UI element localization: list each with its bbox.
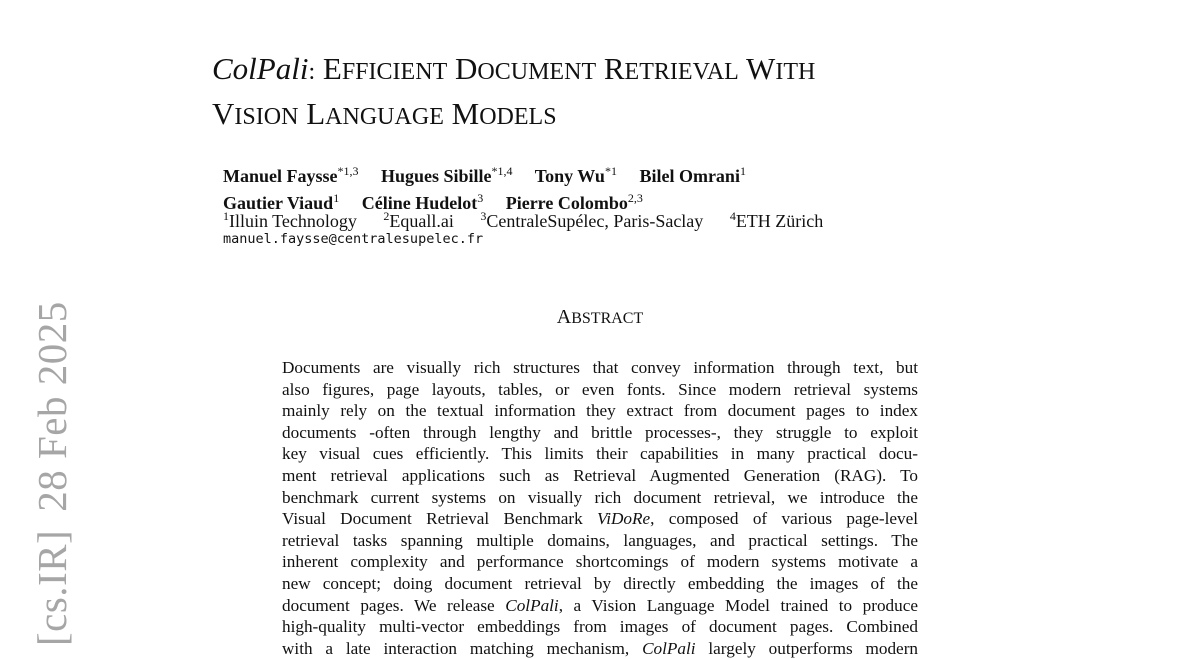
abstract-line: inherent complexity and performance shortcomings of modern systems motivate a <box>282 552 918 572</box>
abstract-line: with a late interaction matching mechanism, ColPali largely outperforms modern <box>282 638 919 658</box>
arxiv-date: 28 Feb 2025 <box>29 301 75 512</box>
affiliation-list <box>223 205 983 232</box>
title-italic: ColPali <box>212 51 309 86</box>
author-name: Manuel Faysse$^{*1,3}$ <box>223 164 359 186</box>
abstract-line: new concept; doing document retrieval by directly embedding the images of the <box>282 573 918 593</box>
contact-email[interactable]: manuel.faysse@centralesupelec.fr <box>223 231 484 247</box>
author-name: Hugues Sibille$^{*1,4}$ <box>381 164 513 186</box>
abstract-line: also figures, page layouts, tables, or even fonts. Since modern retrieval systems <box>282 379 918 399</box>
arxiv-side-stamp <box>28 283 76 646</box>
affiliation: $^3$CentraleSupélec, Paris-Saclay <box>480 209 704 231</box>
author-affiliation-marker: *1,3 <box>337 164 359 178</box>
author-name: Céline Hudelot$^3$ <box>361 191 484 213</box>
arxiv-category: [cs.IR] <box>29 529 75 646</box>
abstract-line: mainly rely on the textual information they extract from document pages to index <box>282 401 918 421</box>
author-affiliation-marker: 3 <box>477 191 484 205</box>
author-name: Pierre Colombo$^{2,3}$ <box>505 191 643 213</box>
abstract-line: high-quality multi-vector embeddings from images of document pages. Combined <box>282 617 918 637</box>
author-affiliation-marker: *1,4 <box>491 164 513 178</box>
abstract-body <box>282 357 918 659</box>
abstract-line: benchmark current systems on visually rich document retrieval, we introduce the <box>282 487 918 507</box>
abstract-line: Visual Document Retrieval Benchmark ViDoRe, composed of various page-level <box>282 509 918 529</box>
author-name: Bilel Omrani$^1$ <box>639 164 746 186</box>
paper-title <box>212 48 972 138</box>
author-name: Tony Wu$^{*1}$ <box>534 164 617 186</box>
author-affiliation-marker: 2,3 <box>627 191 643 205</box>
abstract-line: retrieval tasks spanning multiple domains, languages, and practical settings. The <box>282 530 918 550</box>
abstract-line: documents -often through lengthy and brittle processes-, they struggle to exploit <box>282 422 918 442</box>
abstract-line: document pages. We release ColPali, a Vision Language Model trained to produce <box>282 595 918 615</box>
author-name: Gautier Viaud$^1$ <box>223 191 340 213</box>
author-affiliation-marker: *1 <box>604 164 617 178</box>
affiliation: $^4$ETH Zürich <box>729 209 824 231</box>
affiliation: $^2$Equall.ai <box>383 209 454 231</box>
abstract-heading: ABSTRACT <box>556 306 644 328</box>
abstract-line: key visual cues efficiently. This limits their capabilities in many practical docu- <box>282 444 918 464</box>
author-affiliation-marker: 1 <box>739 164 746 178</box>
abstract-line: ment retrieval applications such as Retrieval Augmented Generation (RAG). To <box>282 465 918 485</box>
abstract-line: Documents are visually rich structures that convey information through text, but <box>282 358 918 377</box>
author-affiliation-marker: 1 <box>333 191 340 205</box>
title-line2: VISION LANGUAGE MODELS <box>212 96 557 131</box>
title-line1: : EFFICIENT DOCUMENT RETRIEVAL WITH <box>308 51 816 86</box>
affiliation: $^1$Illuin Technology <box>223 209 357 231</box>
